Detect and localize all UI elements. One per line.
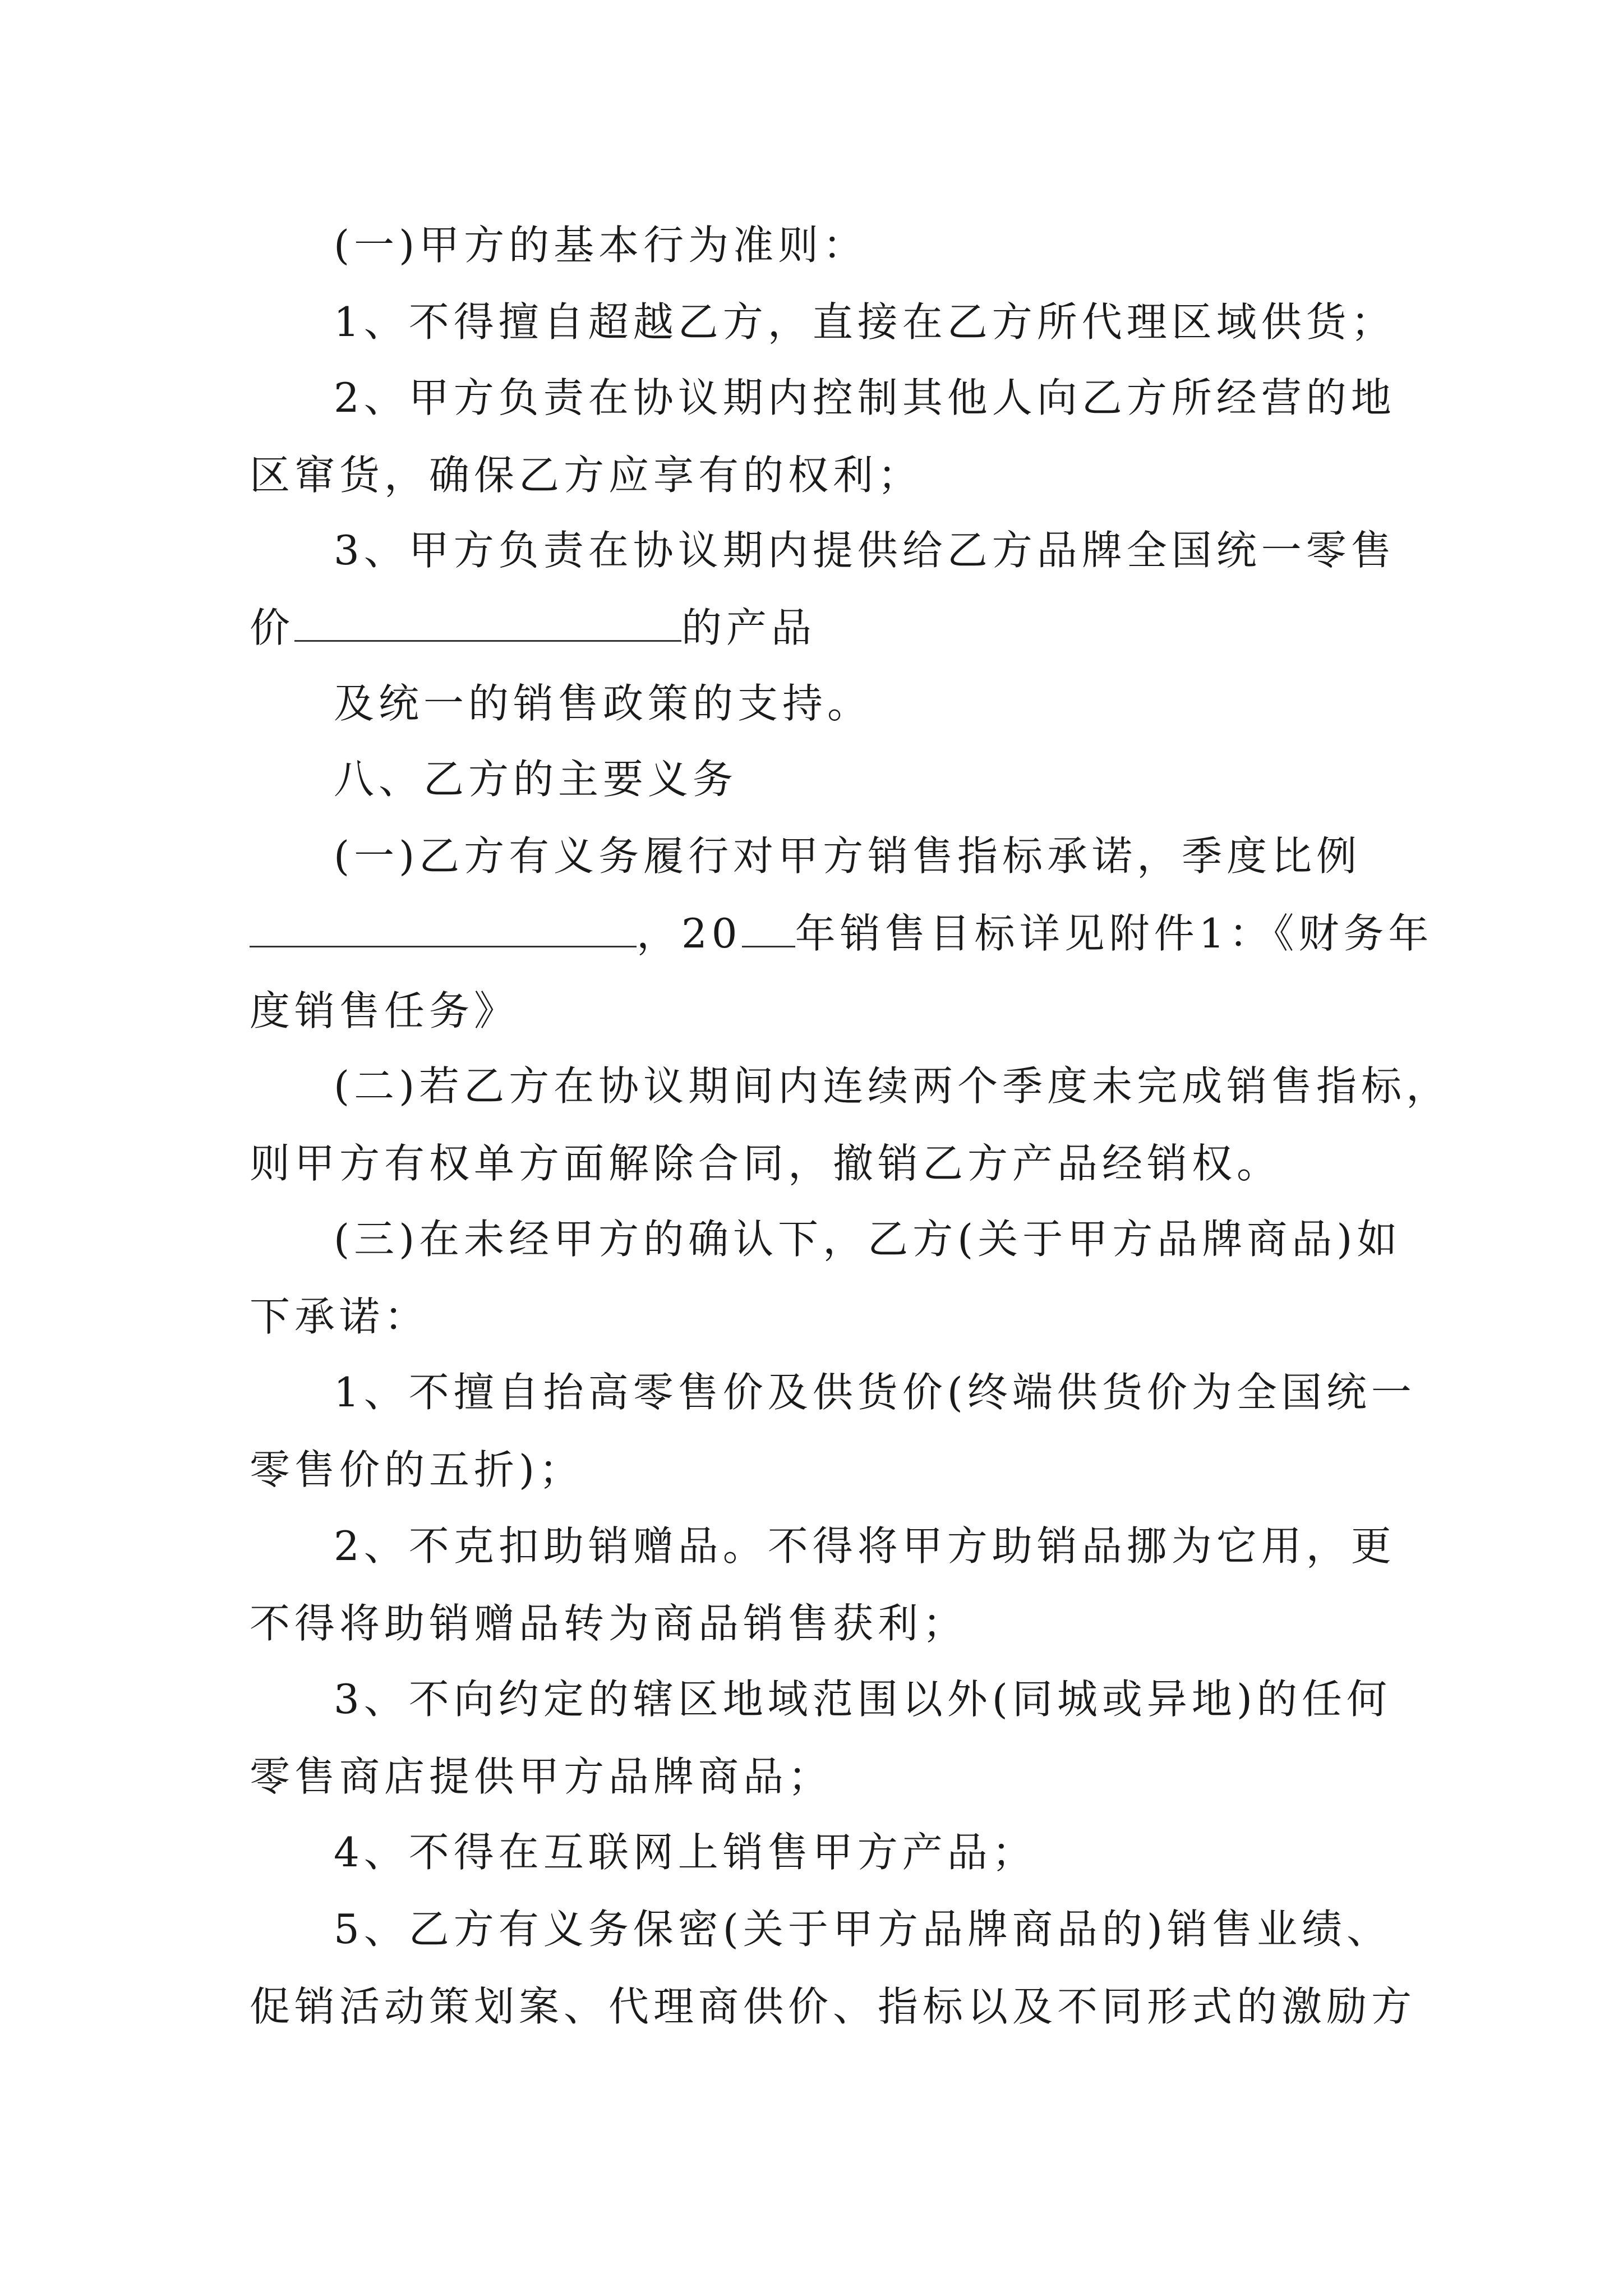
clause-party-a-conduct-heading: (一)甲方的基本行为准则：: [334, 222, 868, 269]
target-line: ，20 年销售目标详见附件1：《财务年: [250, 895, 1394, 972]
clause-party-b-commitments: (三)在未经甲方的确认下，乙方(关于甲方品牌商品)如 下承诺：: [250, 1216, 1402, 1340]
clause-item-2: 2、甲方负责在协议期内控制其他人向乙方所经营的地 区窜货，确保乙方应享有的权利；: [250, 374, 1396, 499]
quarter-ratio-blank: [250, 911, 637, 947]
commitment-item-2: 2、不克扣助销赠品。不得将甲方助销品挪为它用，更 不得将助销赠品转为商品销售获利；: [250, 1522, 1396, 1647]
commitment-item-1: 1、不擅自抬高零售价及供货价(终端供货价为全国统一 零售价的五折)；: [250, 1369, 1416, 1493]
year-blank: [742, 911, 795, 947]
clause-item-3-cont: 及统一的销售政策的支持。: [334, 680, 873, 727]
price-blank: [294, 605, 681, 642]
clause-item-3: 3、甲方负责在协议期内提供给乙方品牌全国统一零售 价 的产品: [250, 512, 1394, 666]
commitment-item-4: 4、不得在互联网上销售甲方产品；: [334, 1829, 1037, 1876]
section-eight-heading: 八、乙方的主要义务: [334, 756, 738, 803]
clause-termination: (二)若乙方在协议期间内连续两个季度未完成销售指标， 则甲方有权单方面解除合同，撤销乙方产品经销权。: [250, 1062, 1451, 1187]
clause-party-b-sales-target: (一)乙方有义务履行对甲方销售指标承诺，季度比例 ，20 年销售目标详见附件1：《财务年 度销售任务》: [250, 832, 1433, 1034]
price-line: 价 的产品: [250, 604, 817, 651]
clause-item-1: 1、不得擅自超越乙方，直接在乙方所代理区域供货；: [334, 298, 1396, 346]
commitment-item-3: 3、不向约定的辖区地域范围以外(同城或异地)的任何 零售商店提供甲方品牌商品；: [250, 1676, 1391, 1800]
commitment-item-5: 5、乙方有义务保密(关于甲方品牌商品的)销售业绩、 促销活动策划案、代理商供价、指标以及不同形式的激励方: [250, 1906, 1417, 2030]
